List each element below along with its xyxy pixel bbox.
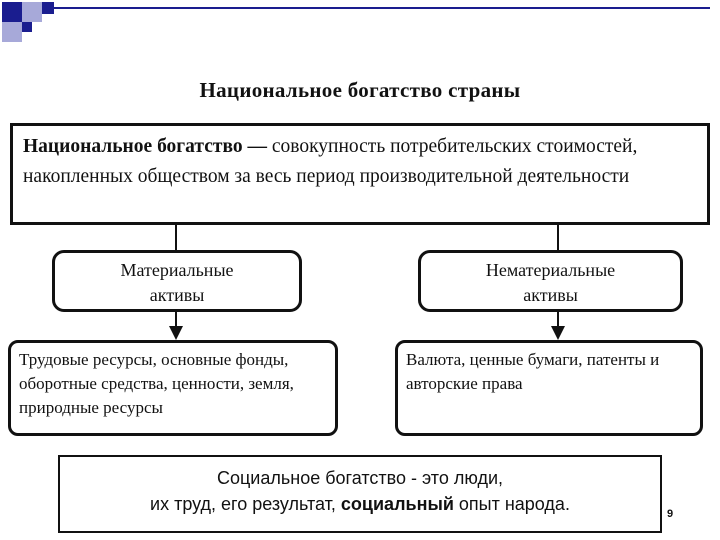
social-term: Социальное богатство [216, 468, 406, 488]
nonmaterial-assets-label-2: активы [523, 285, 578, 305]
material-assets-label-1: Материальные [120, 260, 234, 280]
page-number: 9 [667, 508, 674, 520]
material-assets-label-2: активы [149, 285, 205, 305]
social-wealth-box [58, 455, 662, 533]
social-line2-end: опыт народа. [458, 494, 570, 514]
social-line2-bold: социальный [340, 494, 454, 514]
nonmaterial-assets-list: Валюта, ценные бумаги, патенты и авторские права [395, 340, 703, 436]
arrow-nonmaterial [551, 326, 565, 340]
nonmaterial-assets-label-1: Нематериальные [485, 260, 616, 280]
definition-term: Национальное богатство — [23, 136, 267, 157]
slide-title: Национальное богатство страны [199, 78, 521, 102]
social-line-2 [60, 491, 660, 517]
material-assets-list: Трудовые ресурсы, основные фонды, оборотные средства, ценности, земля, природные ресурсы [8, 340, 338, 436]
definition-text: совокупность потребительских стоимостей, накопленных обществом за весь период производительной деятельности [23, 136, 638, 187]
social-line-1 [60, 465, 660, 491]
social-line2-start: их труд, его результат, [150, 494, 336, 514]
arrow-material [169, 326, 183, 340]
social-line1-rest: - это люди, [411, 468, 504, 488]
